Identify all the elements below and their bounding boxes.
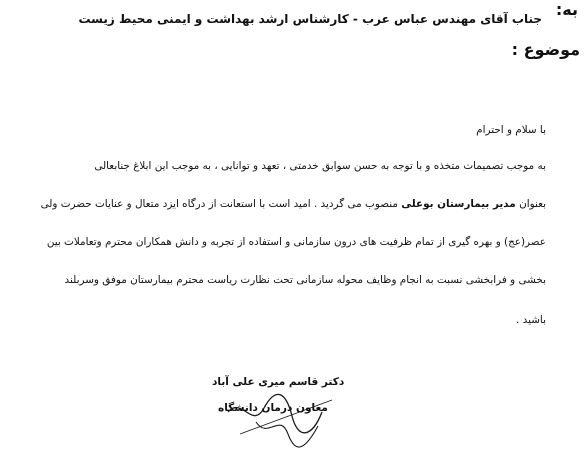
signer-name: دکتر قاسم میری علی آباد [212, 376, 345, 388]
body-line-3: عصر(عج) و بهره گیری از تمام ظرفیت های درون سازمانی و استفاده از تجربه و دانش همکاران محترم وتعاملات بین [46, 236, 546, 248]
signer-title: معاون درمان دانشگاه [218, 402, 328, 414]
handwritten-signature [222, 382, 342, 450]
position-title: مدیر بیمارستان بوعلی [401, 198, 516, 210]
body-line-2-end: منصوب می گردید . امید است با استعانت از درگاه ایزد متعال و عنایات حضرت ولی [40, 198, 398, 210]
greeting: با سلام و احترام [476, 124, 546, 136]
to-label: به: [555, 0, 578, 19]
addressee-line: جناب آقای مهندس عباس عرب - کارشناس ارشد بهداشت و ایمنی محیط زیست [78, 12, 542, 26]
body-line-1: به موجب تصمیمات متخذه و با توجه به حسن سوابق خدمتی ، تعهد و توانایی ، به موجب این ابلاغ جنابعالی [94, 160, 546, 172]
subject-label: موضوع : [511, 40, 580, 59]
body-line-2-start: بعنوان [519, 198, 546, 210]
body-line-5: باشید . [516, 314, 546, 326]
body-line-4: بخشی و فرابخشی نسبت به انجام وظایف محوله سازمانی تحت نظارت ریاست محترم بیمارستان موفق وسربلند [64, 274, 546, 286]
body-line-2 [41, 198, 546, 210]
